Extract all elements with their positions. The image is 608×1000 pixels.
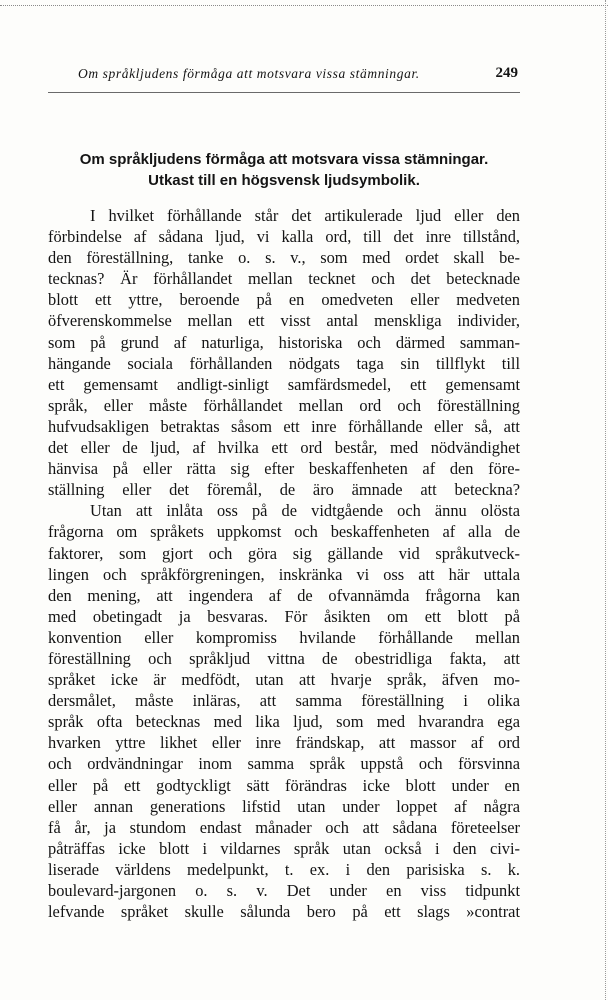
text-line: dersmålet, måste inläras, att samma föreställning i olika — [48, 691, 520, 711]
running-head-rule — [48, 92, 520, 93]
article-title: Om språkljudens förmåga att motsvara vissa stämningar. — [79, 151, 489, 168]
text-line: hvarken yttre likhet eller inre frändskap, att massor af ord — [48, 733, 520, 753]
text-line: hängande sociala förhållanden nödgats taga sin tillflykt till — [48, 353, 520, 373]
text-line: språk ofta betecknas med lika ljud, som med hvarandra ega — [48, 712, 520, 732]
text-line: och ordvändningar inom samma språk uppstå och försvinna — [48, 754, 520, 774]
text-line: som på grund af naturliga, historiska och därmed samman- — [48, 332, 520, 352]
text-line: ett gemensamt andligt-sinligt samfärdsmedel, ett gemensamt — [48, 374, 520, 394]
text-line: blott ett yttre, beroende på en omedveten eller medveten — [48, 290, 520, 310]
text-line: hufvudsakligen betraktas såsom ett inre förhållande eller så, att — [48, 416, 520, 436]
text-line: I hvilket förhållande står det artikulerade ljud eller den — [90, 206, 520, 225]
text-line: förbindelse af sådana ljud, vi kalla ord, till det inre tillstånd, — [48, 227, 520, 247]
text-line: ställning eller det föremål, de äro ämnade att beteckna? — [48, 480, 520, 500]
body-text — [48, 205, 520, 922]
text-line: konvention eller kompromiss hvilande förhållande mellan — [48, 627, 520, 647]
text-line: hänvisa på eller rätta sig efter beskaffenheten af den före- — [48, 459, 520, 479]
text-line: det eller de ljud, af hvilka ett ord består, med nödvändighet — [48, 438, 520, 458]
scan-edge-top — [0, 5, 608, 6]
article-heading — [48, 149, 520, 191]
text-line: lefvande språket skulle sålunda bero på ett slags »contrat — [48, 902, 520, 922]
text-line: faktorer, som gjort och göra sig gällande vid språkutveck- — [48, 543, 520, 563]
text-line: påträffas icke blott i vildarnes språk utan också i den civi- — [48, 838, 520, 858]
text-line: lingen och språkförgreningen, inskränka vi oss att här uttala — [48, 564, 520, 584]
scan-edge-right — [605, 0, 606, 1000]
text-line: med obetingadt ja besvaras. För åsikten om ett blott på — [48, 606, 520, 626]
text-line: språket icke är medfödt, utan att hvarje språk, äfven mo- — [48, 670, 520, 690]
page-number: 249 — [495, 65, 518, 81]
text-line: den mening, att ingendera af de ofvannämda frågorna kan — [48, 585, 520, 605]
text-line: föreställning och språkljud vittna de obestridliga fakta, att — [48, 648, 520, 668]
text-line: frågorna om språkets uppkomst och beskaffenheten af alla de — [48, 522, 520, 542]
article-subtitle: Utkast till en högsvensk ljudsymbolik. — [148, 172, 420, 189]
running-head — [48, 66, 518, 86]
text-line: eller annan generations lifstid utan under loppet af några — [48, 796, 520, 816]
text-line: liserade världens medelpunkt, t. ex. i den parisiska s. k. — [48, 859, 520, 879]
text-line: Utan att inlåta oss på de vidtgående och ännu olösta — [90, 501, 520, 521]
text-line: öfverenskommelse mellan ett visst antal menskliga individer, — [48, 311, 520, 331]
text-line: tecknas? Är förhållandet mellan tecknet och det betecknade — [48, 269, 520, 289]
text-line: eller på ett godtyckligt sätt förändras icke blott under en — [48, 775, 520, 795]
text-line: få år, ja stundom endast månader och att sådana företeelser — [48, 817, 520, 837]
running-head-title: Om språkljudens förmåga att motsvara vissa stämningar. — [78, 66, 420, 81]
text-line: den föreställning, tanke o. s. v., som med ordet skall be- — [48, 248, 520, 268]
text-line: språk, eller måste förhållandet mellan ord och föreställning — [48, 395, 520, 415]
text-line: boulevard-jargonen o. s. v. Det under en viss tidpunkt — [48, 881, 520, 900]
